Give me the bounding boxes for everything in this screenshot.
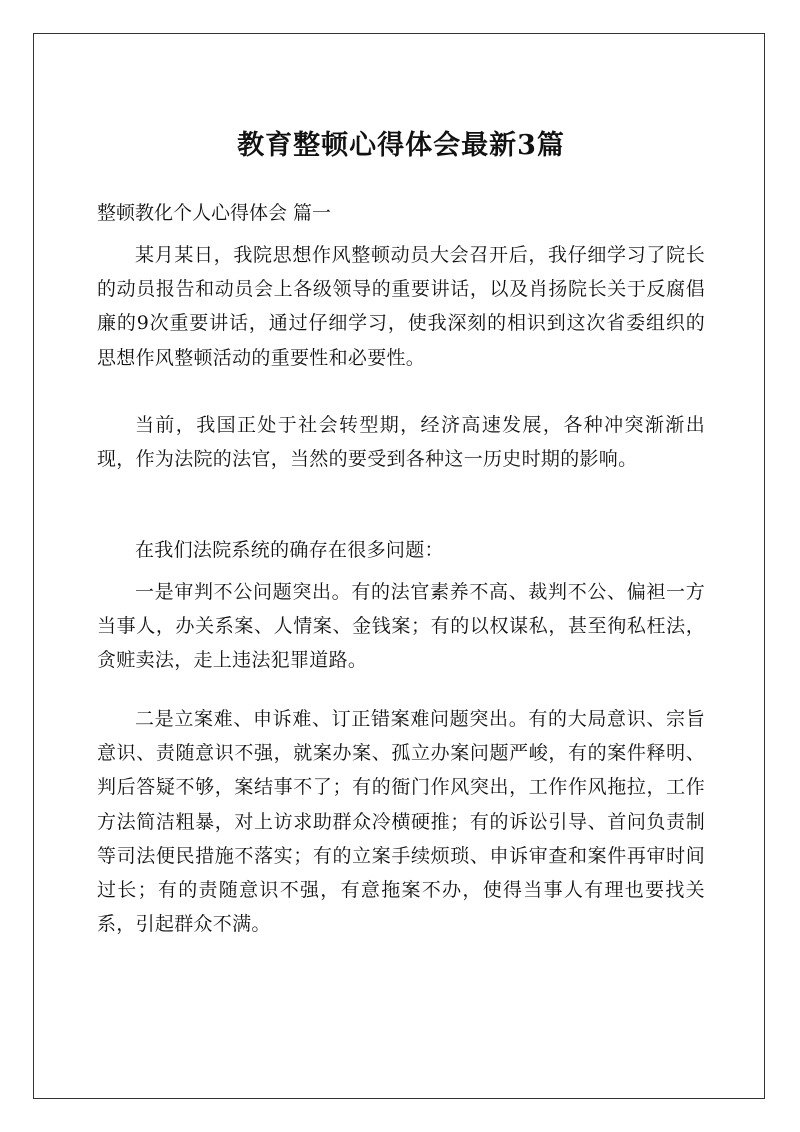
paragraph-4: 一是审判不公问题突出。有的法官素养不高、裁判不公、偏袒一方当事人，办关系案、人情案、金钱案；有的以权谋私，甚至徇私枉法，贪赃卖法，走上违法犯罪道路。 [97,581,705,672]
document-title: 教育整顿心得体会最新3篇 [237,130,565,161]
paragraph-5: 二是立案难、申诉难、订正错案难问题突出。有的大局意识、宗旨意识、责随意识不强，就案办案、孤立办案问题严峻，有的案件释明、判后答疑不够，案结事不了；有的衙门作风突出，工作作风拖拉，工作方法简洁粗暴，对上访求助群众冷横硬推；有的诉讼引导、首问负责制等司法便民措施不落实；有的立案手续烦琐、申诉审查和案件再审时间过长；有的责随意识不强，有意拖案不办，使得当事人有理也要找关系，引起群众不满。 [97,708,705,936]
paragraph-1: 某月某日，我院思想作风整顿动员大会召开后，我仔细学习了院长的动员报告和动员会上各级领导的重要讲话，以及肖扬院长关于反腐倡廉的9次重要讲话，通过仔细学习，使我深刻的相识到这次省委组织的思想作风整顿活动的重要性和必要性。 [97,244,705,369]
paragraph-3: 在我们法院系统的确存在很多问题： [135,539,444,561]
paragraph-2: 当前，我国正处于社会转型期，经济高速发展，各种冲突渐渐出现，作为法院的法官，当然的要受到各种这一历史时期的影响。 [97,414,705,471]
section-heading: 整顿教化个人心得体会 篇一 [97,202,332,224]
